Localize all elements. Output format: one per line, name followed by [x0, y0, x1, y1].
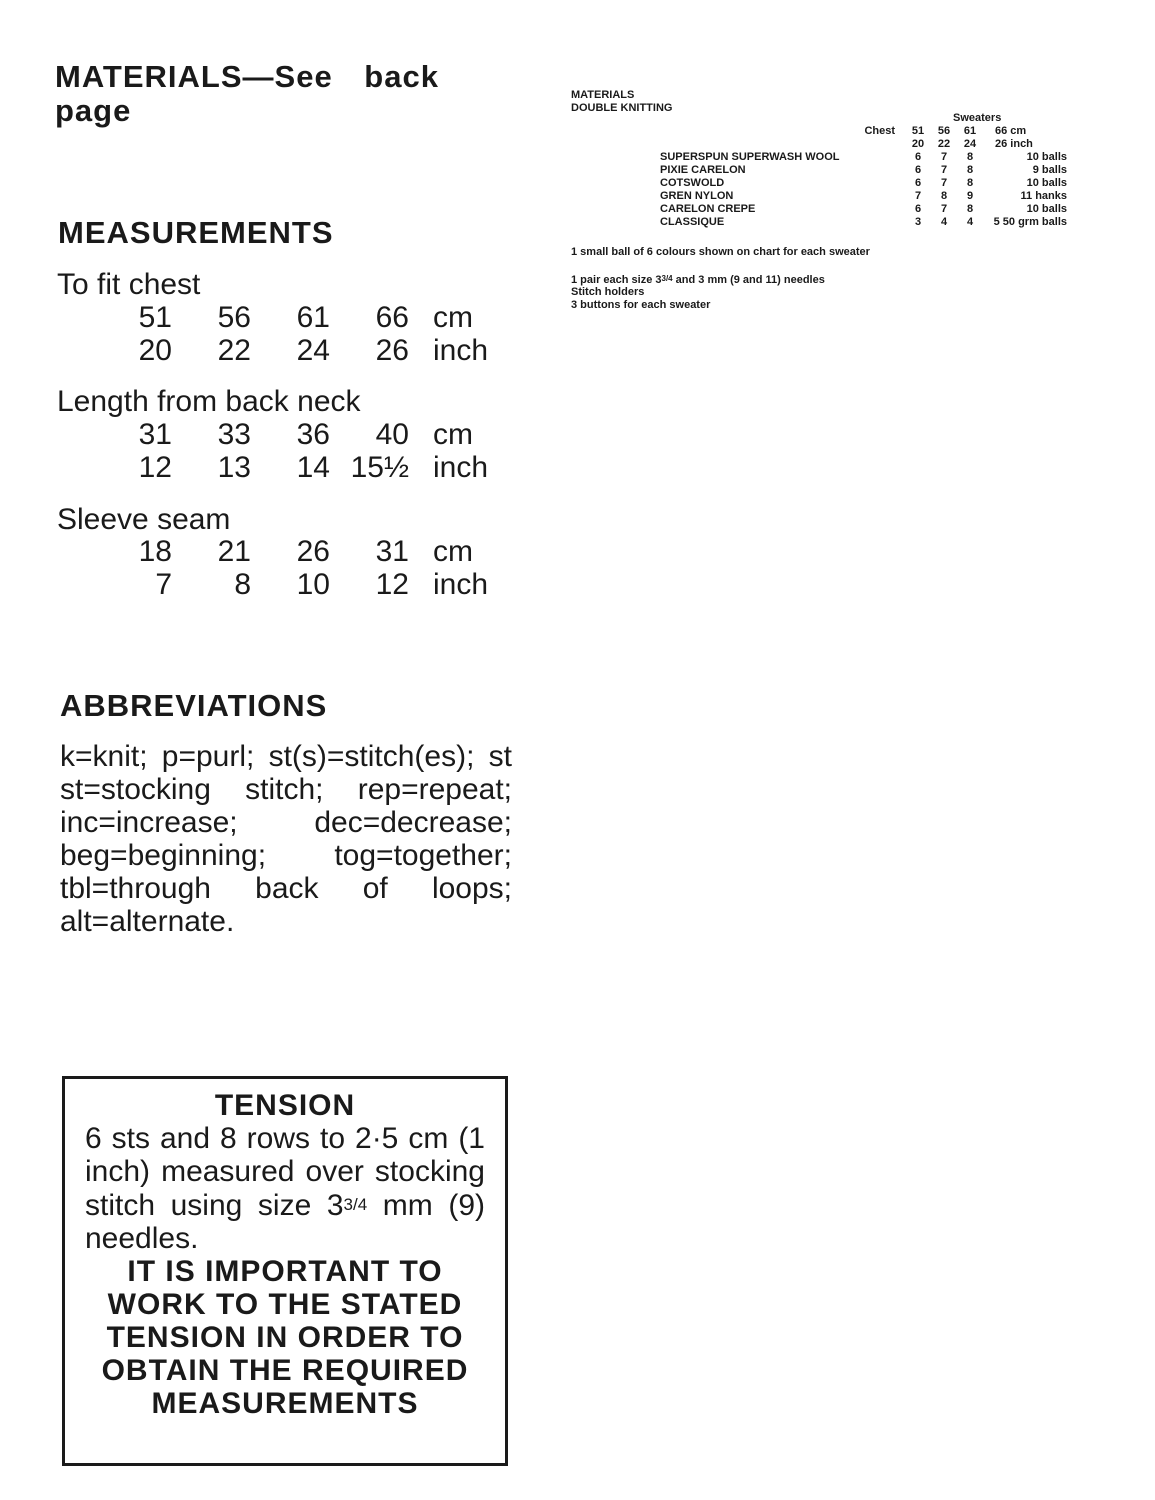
needles-fraction: 3/4 [661, 274, 673, 283]
value-cell: 40 [375, 418, 409, 451]
length-cm-row [93, 418, 523, 451]
value-cell: 61 [296, 301, 330, 334]
value-cell: 14 [296, 451, 330, 484]
unit-cell: inch [433, 568, 489, 601]
value-cell: 8 [966, 203, 974, 215]
value-cell: 21 [217, 535, 251, 568]
value-cell: 7 [940, 177, 948, 189]
value-cell: 24 [963, 138, 977, 150]
quantity-cell: 10 balls [1026, 203, 1067, 215]
chest-inch-row [650, 138, 1067, 151]
value-cell: 31 [138, 418, 172, 451]
value-cell: 24 [296, 334, 330, 367]
length-label: Length from back neck [57, 385, 361, 418]
yarn-name: CARELON CREPE [660, 203, 756, 215]
value-cell: 12 [138, 451, 172, 484]
needles-note-end: and 3 mm (9 and 11) needles [672, 274, 825, 286]
quantity-cell: 10 balls [1026, 177, 1067, 189]
chest-measurements-table [93, 301, 523, 367]
unit-cell: cm [433, 535, 473, 568]
tension-important-note: IT IS IMPORTANT TO WORK TO THE STATED TENSION IN ORDER TO OBTAIN THE REQUIRED MEASUREMENTS [101, 1255, 469, 1420]
yarn-row [650, 164, 1067, 177]
yarn-name: GREN NYLON [660, 190, 734, 202]
value-cell: 4 [966, 216, 974, 228]
needles-note [571, 272, 825, 287]
value-cell: 6 [914, 177, 922, 189]
yarn-row [650, 216, 1067, 229]
value-cell: 4 [940, 216, 948, 228]
value-cell: 56 [217, 301, 251, 334]
value-cell: 15½ [350, 451, 409, 484]
materials-list-subtitle: DOUBLE KNITTING [571, 102, 673, 114]
value-cell: 10 [296, 568, 330, 601]
tension-body-end: mm (9) needles. [85, 1189, 485, 1255]
yarn-table [650, 112, 1067, 229]
value-cell: 7 [940, 151, 948, 163]
value-cell: 31 [375, 535, 409, 568]
value-cell: 6 [914, 203, 922, 215]
yarn-row [650, 203, 1067, 216]
unit-cell: cm [433, 301, 473, 334]
yarn-row [650, 151, 1067, 164]
yarn-name: SUPERSPUN SUPERWASH WOOL [660, 151, 840, 163]
value-cell: 33 [217, 418, 251, 451]
needles-note-start: 1 pair each size 3 [571, 274, 662, 286]
buttons-note: 3 buttons for each sweater [571, 299, 711, 311]
sleeve-measurements-table [93, 535, 523, 601]
abbreviations-text: k=knit; p=purl; st(s)=stitch(es); st st=stocking stitch; rep=repeat; inc=increase; dec=decrease; beg=beginning; tog=together; tbl=through back of loops; alt=alternate. [60, 740, 512, 938]
measurements-heading: MEASUREMENTS [58, 215, 334, 250]
value-cell: 8 [966, 151, 974, 163]
tension-box [62, 1076, 508, 1466]
unit-cell: 26 inch [995, 138, 1033, 150]
tension-body-start: 6 sts and 8 rows to 2·5 cm (1 inch) measured over stocking stitch using size 3 [85, 1122, 485, 1222]
value-cell: 26 [375, 334, 409, 367]
value-cell: 36 [296, 418, 330, 451]
sleeve-seam-label: Sleeve seam [57, 503, 231, 536]
abbreviations-heading: ABBREVIATIONS [60, 688, 328, 723]
value-cell: 12 [375, 568, 409, 601]
tension-body [85, 1122, 485, 1255]
quantity-cell: 9 balls [1032, 164, 1067, 176]
value-cell: 8 [940, 190, 948, 202]
yarn-name: PIXIE CARELON [660, 164, 746, 176]
value-cell: 6 [914, 164, 922, 176]
chest-inch-row [93, 334, 523, 367]
yarn-row [650, 190, 1067, 203]
chest-cm-row [650, 125, 1067, 138]
yarn-header-row [650, 112, 1067, 125]
value-cell: 8 [234, 568, 251, 601]
quantity-cell: 11 hanks [1020, 190, 1067, 202]
sleeve-inch-row [93, 568, 523, 601]
length-inch-row [93, 451, 523, 484]
unit-cell: inch [433, 334, 489, 367]
yarn-name: COTSWOLD [660, 177, 725, 189]
value-cell: 6 [914, 151, 922, 163]
value-cell: 66 [375, 301, 409, 334]
value-cell: 51 [138, 301, 172, 334]
yarn-name: CLASSIQUE [660, 216, 725, 228]
value-cell: 13 [217, 451, 251, 484]
colours-note: 1 small ball of 6 colours shown on chart for each sweater [571, 246, 870, 258]
tension-fraction: 3/4 [343, 1195, 368, 1214]
value-cell: 7 [155, 568, 172, 601]
quantity-cell: 5 50 grm balls [993, 216, 1067, 228]
sleeve-cm-row [93, 535, 523, 568]
yarn-row [650, 177, 1067, 190]
value-cell: 3 [914, 216, 922, 228]
value-cell: 7 [940, 203, 948, 215]
tension-title: TENSION [214, 1089, 356, 1122]
materials-heading: MATERIALS—See back page [55, 59, 439, 128]
unit-cell: cm [433, 418, 473, 451]
value-cell: 8 [966, 164, 974, 176]
length-measurements-table [93, 418, 523, 484]
value-cell: 26 [296, 535, 330, 568]
materials-list-title: MATERIALS [571, 89, 635, 101]
value-cell: 7 [940, 164, 948, 176]
value-cell: 22 [937, 138, 951, 150]
unit-cell: inch [433, 451, 489, 484]
value-cell: 20 [138, 334, 172, 367]
sweaters-header: Sweaters [953, 112, 1002, 124]
value-cell: 51 [911, 125, 925, 137]
quantity-cell: 10 balls [1026, 151, 1067, 163]
value-cell: 18 [138, 535, 172, 568]
chest-label: Chest [864, 125, 895, 137]
to-fit-chest-label: To fit chest [57, 268, 201, 301]
value-cell: 61 [963, 125, 977, 137]
holders-note: Stitch holders [571, 286, 645, 298]
value-cell: 56 [937, 125, 951, 137]
value-cell: 9 [966, 190, 974, 202]
value-cell: 7 [914, 190, 922, 202]
value-cell: 8 [966, 177, 974, 189]
unit-cell: 66 cm [995, 125, 1027, 137]
chest-cm-row [93, 301, 523, 334]
value-cell: 22 [217, 334, 251, 367]
value-cell: 20 [911, 138, 925, 150]
